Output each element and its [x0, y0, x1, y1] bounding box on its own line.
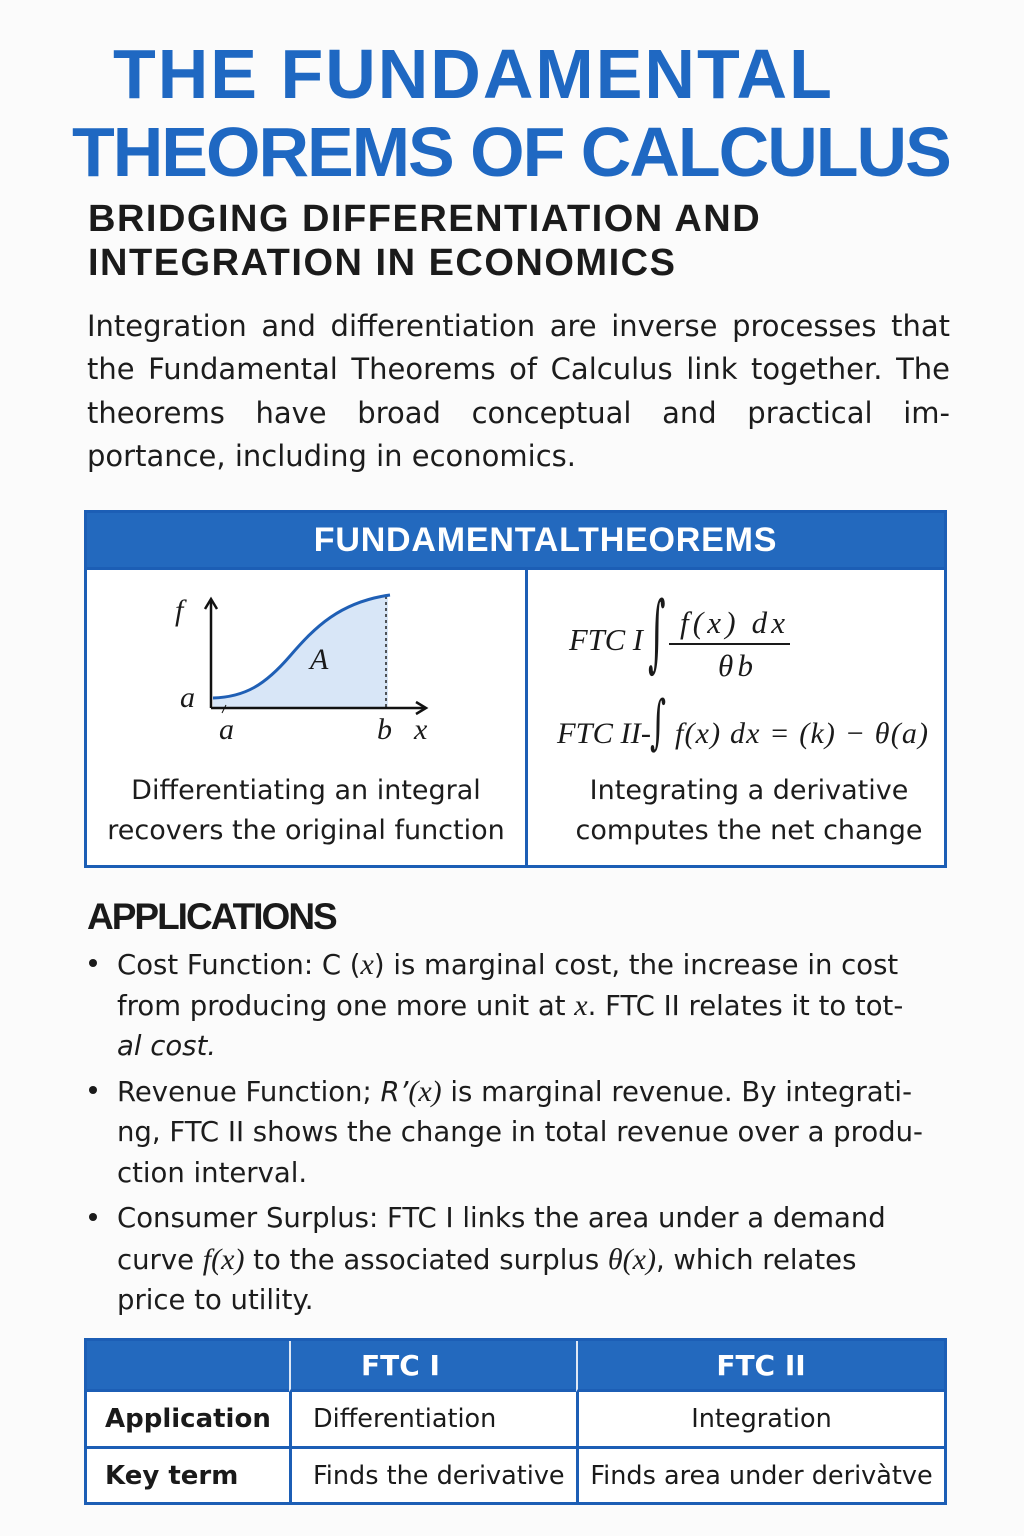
- text-segment: price to utility.: [117, 1284, 314, 1316]
- ftc1-integral-sign: ∫: [648, 584, 666, 683]
- applications-heading: APPLICATIONS: [87, 896, 336, 937]
- page-title-line-1: THE FUNDAMENTAL: [113, 35, 834, 113]
- table-cell: Differentiation: [289, 1392, 576, 1449]
- text-segment: ) is marginal cost, the increase in cost: [373, 949, 899, 981]
- ftc2-integral-sign: ∫: [650, 688, 667, 758]
- text-segment: to the associated surplus: [244, 1244, 608, 1276]
- text-segment: from producing one more unit at: [117, 990, 575, 1022]
- intro-line: portance, including in economics.: [87, 439, 576, 474]
- bullet-line: [0, 985, 1024, 1026]
- x-start-label: a: [219, 713, 234, 746]
- text-segment: ction interval.: [117, 1157, 308, 1189]
- text-segment: Cost Function: C (: [117, 949, 361, 981]
- y-value-label: a: [180, 681, 195, 714]
- intro-line: theorems have broad conceptual and practical im-: [87, 395, 950, 430]
- x-axis-label: x: [414, 713, 428, 746]
- intro-line: the Fundamental Theorems of Calculus link together. The: [87, 352, 950, 387]
- application-item: [0, 1071, 1024, 1194]
- bullet-line: [0, 1239, 1024, 1280]
- application-item: [0, 1198, 1024, 1321]
- math-variable: x: [360, 948, 374, 981]
- ftc2-caption: [528, 771, 944, 851]
- table-row-label: Key term: [105, 1460, 239, 1491]
- table-row-label: Application: [87, 1392, 289, 1449]
- text-segment: . FTC II relates it to tot-: [587, 990, 904, 1022]
- bullet-icon: [89, 959, 97, 967]
- intro-line: Integration and differentiation are inverse processes that: [87, 309, 950, 343]
- table-header-ftc2: FTC II: [576, 1341, 944, 1392]
- caption-line: Integrating a derivative: [589, 775, 909, 806]
- bullet-icon: [89, 1086, 97, 1094]
- caption-line: recovers the original function: [107, 815, 505, 846]
- caption-line: Differentiating an integral: [131, 775, 481, 806]
- math-variable: f(x): [202, 1243, 245, 1276]
- text-segment: curve: [117, 1244, 203, 1276]
- area-label: A: [310, 643, 329, 676]
- page-title-line-2: THEOREMS OF CALCULUS: [72, 113, 950, 191]
- application-item: [0, 944, 1024, 1067]
- math-variable: (x): [408, 1075, 442, 1108]
- ftc1-numerator: f(x) dx: [680, 605, 785, 640]
- ftc1-label: FTC I: [568, 622, 645, 657]
- math-variable: θ(x): [607, 1243, 656, 1276]
- intro-paragraph: [87, 305, 950, 479]
- ftc-formulas-cell: [528, 570, 944, 865]
- graph-area-fill: [213, 596, 388, 708]
- bullet-line: [0, 1026, 1024, 1067]
- ftc-formulas: [528, 570, 944, 770]
- theorems-panel: [84, 510, 947, 868]
- ftc2-expression: f(x) dx = (k) − θ(a): [675, 717, 928, 750]
- bullet-line: [0, 1112, 1024, 1153]
- math-variable: x: [574, 989, 588, 1022]
- ftc2-label: FTC II-: [555, 717, 651, 750]
- table-header-blank: [87, 1341, 289, 1392]
- table-cell: Finds the derivative: [289, 1449, 576, 1502]
- theorems-panel-body: [87, 570, 944, 865]
- italic-text: R’: [380, 1076, 409, 1108]
- area-under-curve-graph: [87, 570, 525, 770]
- text-segment: Consumer Surplus: FTC I links the area under a demand: [117, 1202, 886, 1234]
- bullet-line: [0, 1280, 1024, 1321]
- text-segment: , which relates: [655, 1244, 857, 1276]
- bullet-line: [0, 1153, 1024, 1194]
- italic-text: al cost.: [117, 1030, 217, 1062]
- bullet-line: [0, 1198, 1024, 1239]
- subtitle-line-2: INTEGRATION IN ECONOMICS: [88, 242, 677, 284]
- ftc1-denominator: θb: [718, 648, 753, 683]
- subtitle-line-1: BRIDGING DIFFERENTIATION AND: [88, 198, 762, 240]
- caption-line: computes the net change: [575, 815, 923, 846]
- text-segment: is marginal revenue. By integrati-: [441, 1076, 913, 1108]
- text-segment: ng, FTC II shows the change in total revenue over a produ-: [117, 1116, 923, 1148]
- ftc1-graph-cell: [87, 570, 528, 865]
- table-header-ftc1: FTC I: [289, 1341, 576, 1392]
- theorems-panel-title: FUNDAMENTALTHEOREMS: [87, 513, 944, 570]
- bullet-line: [0, 944, 1024, 985]
- y-axis-label: f: [175, 594, 184, 627]
- applications-list: [0, 944, 1024, 1325]
- ftc1-caption: [87, 771, 525, 851]
- x-end-label: b: [377, 713, 392, 746]
- bullet-line: [0, 1071, 1024, 1112]
- table-cell: Integration: [576, 1392, 944, 1449]
- comparison-table: [84, 1338, 947, 1505]
- text-segment: Revenue Function;: [117, 1076, 381, 1108]
- bullet-icon: [89, 1213, 97, 1221]
- table-cell: Finds area under derivàtve: [576, 1449, 944, 1502]
